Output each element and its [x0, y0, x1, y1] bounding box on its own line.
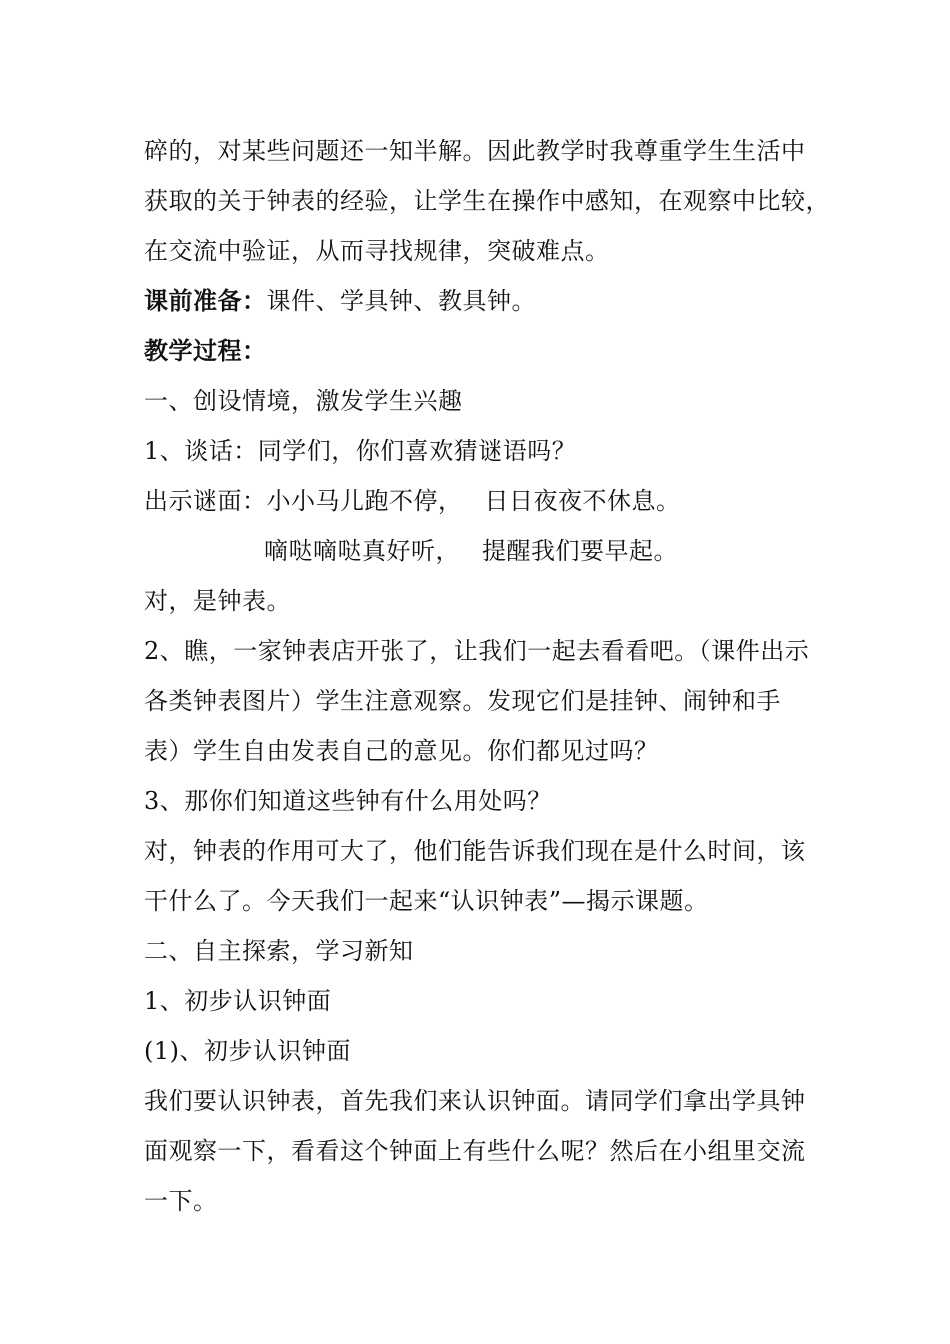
preparation-line [144, 286, 536, 316]
paragraph-line: 碎的，对某些问题还一知半解。因此教学时我尊重学生生活中 [144, 137, 806, 165]
section-2-item-1: 1、初步认识钟面 [144, 987, 332, 1015]
section-1-item-3-answer-line: 对，钟表的作用可大了，他们能告诉我们现在是什么时间，该 [144, 837, 806, 865]
riddle-line-1 [144, 486, 681, 516]
riddle-line-2a: 嘀哒嘀哒真好听， [264, 537, 460, 565]
section-1-item-3: 3、那你们知道这些钟有什么用处吗？ [144, 787, 552, 815]
paragraph-line: 在交流中验证，从而寻找规律，突破难点。 [144, 237, 610, 265]
section-1-item-1: 1、谈话：同学们，你们喜欢猜谜语吗？ [144, 437, 577, 465]
riddle-line-2b: 提醒我们要早起。 [482, 537, 678, 565]
riddle-line-2 [264, 536, 678, 566]
section-1-item-2-line: 各类钟表图片）学生注意观察。发现它们是挂钟、闹钟和手 [144, 687, 781, 715]
section-1-item-2-line: 表）学生自由发表自己的意见。你们都见过吗？ [144, 737, 659, 765]
process-heading: 教学过程： [144, 337, 267, 365]
section-2-sub-1: (1)、初步认识钟面 [144, 1037, 351, 1065]
riddle-line-1b: 日日夜夜不休息。 [484, 487, 681, 515]
preparation-label: 课前准备： [144, 287, 267, 315]
preparation-text: 课件、学具钟、教具钟。 [266, 287, 536, 315]
riddle-answer: 对，是钟表。 [144, 587, 291, 615]
section-1-title: 一、创设情境，激发学生兴趣 [144, 387, 463, 415]
paragraph-line: 获取的关于钟表的经验，让学生在操作中感知，在观察中比较， [144, 187, 830, 215]
section-1-item-3-answer-line: 干什么了。今天我们一起来“认识钟表”—揭示课题。 [144, 887, 709, 915]
section-2-sub-1-text-line: 面观察一下，看看这个钟面上有些什么呢？然后在小组里交流 [144, 1137, 806, 1165]
riddle-prefix: 出示谜面： [144, 487, 267, 515]
section-1-item-2-line: 2、瞧，一家钟表店开张了，让我们一起去看看吧。（课件出示 [144, 637, 810, 665]
riddle-line-1a: 小小马儿跑不停， [266, 487, 463, 515]
section-2-sub-1-text-line: 我们要认识钟表，首先我们来认识钟面。请同学们拿出学具钟 [144, 1087, 806, 1115]
section-2-sub-1-text-line: 一下。 [144, 1187, 218, 1215]
section-2-title: 二、自主探索，学习新知 [144, 937, 414, 965]
